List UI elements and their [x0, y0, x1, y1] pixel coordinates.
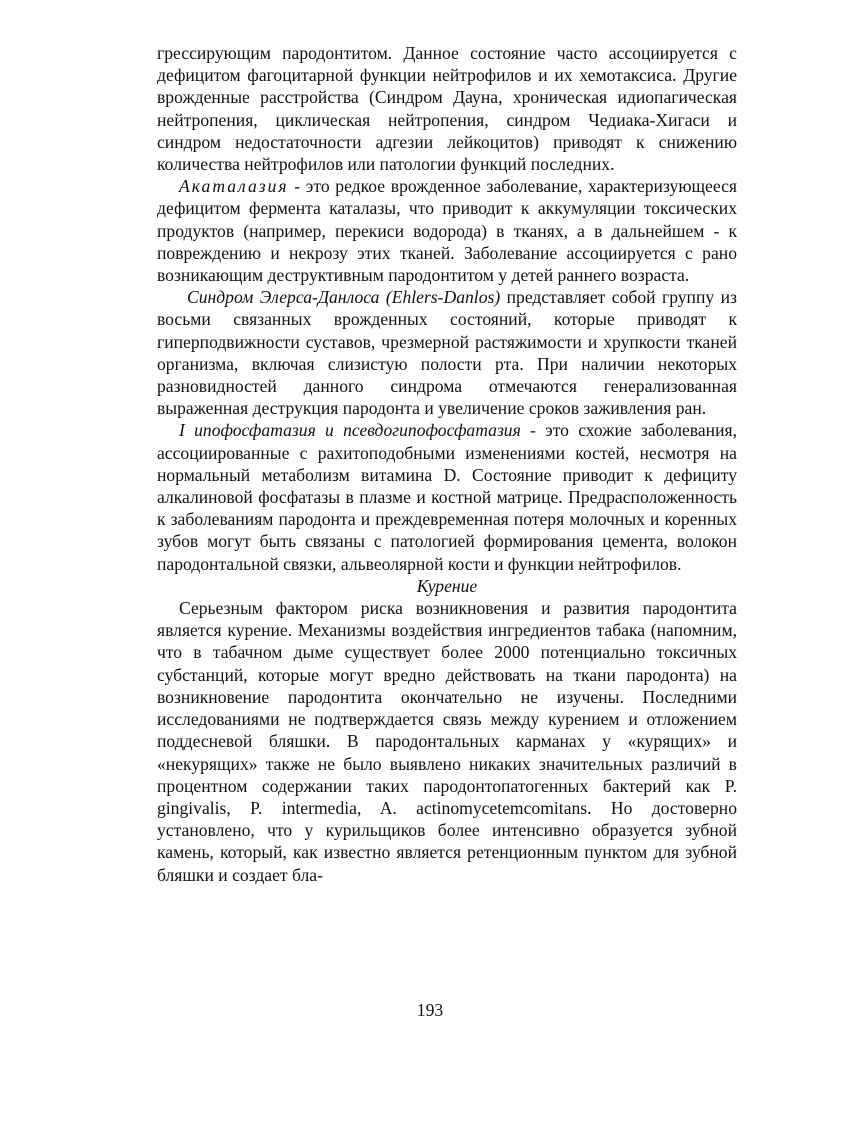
term-acatalasia: Акаталазия	[179, 176, 289, 197]
paragraph-acatalasia	[157, 175, 737, 286]
paragraph-hypophosphatasia-text: - это схожие заболевания, ассоциированные с рахитоподобными изменениями костей, несмотря на нормальный метаболизм витамина D. Состояние приводит к дефициту алкалиновой фосфатазы в плазме и костной матрице. Предрасположенность к заболеваниям пародонта и преждевременная потеря молочных и коренных зубов могут быть связаны с патологией формирования цемента, волокон пародонтальной связки, альвеолярной кости и функции нейтрофилов.	[157, 420, 737, 574]
paragraph-ehlers-danlos	[157, 286, 737, 419]
page-number: 193	[416, 1000, 444, 1020]
body-text	[157, 42, 737, 886]
paragraph-neutrophil-disorders: грессирующим пародонтитом. Данное состояние часто ассоциируется с дефицитом фагоцитарной функции нейтрофилов и их хемотаксиса. Другие врожденные расстройства (Синдром Дауна, хроническая идиопагическая нейтропения, циклическая нейтропения, синдром Чедиака-Хигаси и синдром недостаточности адгезии лейкоцитов) приводят к снижению количества нейтрофилов или патологии функций последних.	[157, 43, 737, 175]
paragraph-hypophosphatasia	[157, 419, 737, 574]
section-heading-smoking: Курение	[416, 575, 478, 596]
paragraph-acatalasia-text: - это редкое врожденное заболевание, характеризующееся дефицитом фермента каталазы, что приводит к аккумуляции токсических продуктов (например, перекиси водорода) в тканях, а в дальнейшем - к повреждению и некрозу этих тканей. Заболевание ассоциируется с рано возникающим деструктивным пародонтитом у детей раннего возраста.	[157, 176, 737, 286]
paragraph-ehlers-danlos-text: представляет собой группу из восьми связанных врожденных состояний, которые приводят к гиперподвижности суставов, чрезмерной растяжимости и хрупкости тканей организма, включая слизистую полости рта. При наличии некоторых разновидностей данного синдрома отмечаются генерализованная выраженная деструкция пародонта и увеличение сроков заживления ран.	[157, 287, 737, 419]
paragraph-smoking: Серьезным фактором риска возникновения и развития пародонтита является курение. Механизмы воздействия ингредиентов табака (напомним, что в табачном дыме существует более 2000 потенциально токсичных субстанций, которые могут вредно действовать на ткани пародонта) на возникновение пародонтита окончательно не изучены. Последними исследованиями не подтверждается связь между курением и отложением поддесневой бляшки. В пародонтальных карманах у «курящих» и «некурящих» также не было выявлено никаких значительных различий в процентном содержании таких пародонтопатогенных бактерий как P. gingivalis, P. intermedia, A. actinomycetemcomitans. Но достоверно установлено, что у курильщиков более интенсивно образуется зубной камень, который, как известно является ретенционным пунктом для зубной бляшки и создает бла-	[157, 598, 737, 885]
term-ehlers-danlos: Синдром Элерса-Данлоса (Ehlers-Danlos)	[187, 287, 501, 308]
term-hypophosphatasia: I ипофосфатазия и псевдогипофосфатазия	[179, 420, 521, 441]
